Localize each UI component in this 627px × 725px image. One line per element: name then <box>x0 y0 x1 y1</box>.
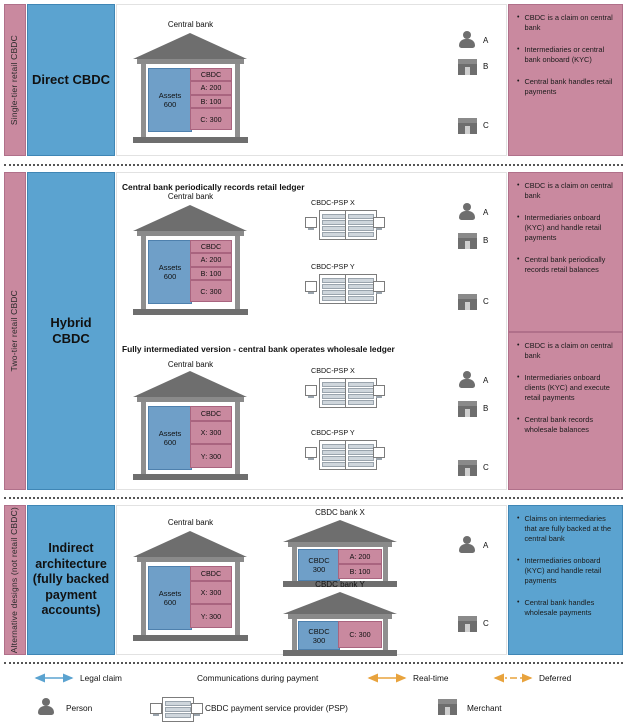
server-rack-icon <box>162 697 194 722</box>
assets-value: 600 <box>163 438 177 447</box>
central-bank-label: Central bank <box>167 360 214 369</box>
row-label-two-tier: Two-tier retail CBDC <box>4 172 26 490</box>
actor-label: C <box>483 463 489 472</box>
liab-row: C: 300 <box>190 280 232 302</box>
liab-header: CBDC <box>190 566 232 581</box>
psp-label: CBDC-PSP X <box>311 198 355 207</box>
assets-value: 300 <box>312 565 326 574</box>
psp-label: CBDC-PSP X <box>311 366 355 375</box>
liab-row: A: 200 <box>338 549 382 564</box>
psp-label: CBDC-PSP Y <box>311 262 355 271</box>
merchant-icon <box>458 233 477 249</box>
assets-box <box>148 68 192 132</box>
assets-label: CBDC <box>308 556 330 565</box>
central-bank-label: Central bank <box>167 20 214 29</box>
liab-row: C: 300 <box>338 621 382 648</box>
merchant-icon <box>458 294 477 310</box>
bullet-icon: • <box>517 45 520 53</box>
bullet-icon: • <box>517 182 520 189</box>
person-icon <box>459 203 475 221</box>
legend-label-communications: Communications during payment <box>197 673 319 683</box>
liabilities-box <box>338 549 382 579</box>
liab-header: CBDC <box>190 406 232 421</box>
bullet-icon: • <box>517 373 520 381</box>
liab-row: Y: 300 <box>190 604 232 628</box>
actor-label: A <box>483 208 489 217</box>
monitor-icon <box>305 447 317 458</box>
assets-label: Assets <box>158 589 182 598</box>
cbdc-bank-x <box>288 508 392 586</box>
liabilities-box <box>190 68 232 130</box>
notes-hybrid-a <box>508 172 623 332</box>
bullet-icon: • <box>517 77 520 85</box>
assets-value: 600 <box>163 272 177 281</box>
legend-label-person: Person <box>66 703 93 713</box>
cbdc-bank-label: CBDC bank X <box>315 508 365 517</box>
liab-row: B: 100 <box>338 564 382 579</box>
assets-box <box>148 566 192 630</box>
legend-divider <box>4 662 623 664</box>
psp-x-hybrid-a <box>305 198 387 244</box>
merchant-icon <box>458 118 477 134</box>
legend-label-psp: CBDC payment service provider (PSP) <box>205 703 348 713</box>
notes-indirect <box>508 505 623 655</box>
note-item: • Intermediaries onboard (KYC) and handle retail payments <box>517 212 602 242</box>
person-icon <box>459 31 475 49</box>
merchant-icon <box>458 59 477 75</box>
monitor-icon <box>373 281 385 292</box>
liab-row: A: 200 <box>190 81 232 94</box>
notes-hybrid-b <box>508 332 623 490</box>
note-item: • Intermediaries or central bank onboard (KYC) <box>517 44 605 64</box>
assets-box <box>148 406 192 470</box>
server-rack-icon <box>150 697 194 717</box>
person-icon <box>459 536 475 554</box>
actor-label: A <box>483 36 489 45</box>
section-divider <box>4 164 623 166</box>
row-label-single-tier: Single-tier retail CBDC <box>4 4 26 156</box>
monitor-icon <box>373 447 385 458</box>
assets-label: Assets <box>158 91 182 100</box>
assets-box <box>298 621 340 650</box>
bullet-icon: • <box>517 213 520 221</box>
monitor-icon <box>305 385 317 396</box>
monitor-icon <box>373 217 385 228</box>
central-bank-indirect <box>133 518 248 643</box>
subheading-hybrid-b: Fully intermediated version - central bank operates wholesale ledger <box>122 344 395 354</box>
section-title-indirect: Indirect architecture (fully backed payment accounts) <box>27 505 115 655</box>
monitor-icon <box>373 385 385 396</box>
note-item: • Claims on intermediaries that are fully backed at the central bank <box>517 514 612 543</box>
monitor-icon <box>191 703 203 714</box>
cbdc-bank-label: CBDC bank Y <box>315 580 365 589</box>
psp-y-hybrid-a <box>305 262 387 308</box>
actor-label: B <box>483 404 489 413</box>
bullet-icon: • <box>517 255 520 263</box>
note-item: • Central bank handles wholesale payments <box>517 597 595 617</box>
assets-box <box>298 549 340 581</box>
liabilities-box <box>190 406 232 468</box>
liab-row: X: 300 <box>190 581 232 605</box>
liabilities-box <box>190 240 232 302</box>
merchant-icon <box>458 460 477 476</box>
note-item: • Intermediaries onboard (KYC) and handle retail payments <box>517 555 602 585</box>
actor-label: C <box>483 619 489 628</box>
bullet-icon: • <box>517 415 520 423</box>
liab-header: CBDC <box>190 240 232 253</box>
liabilities-box <box>338 621 382 648</box>
merchant-icon <box>458 616 477 632</box>
row-label-alternative: Alternative designs (not retail CBDC) <box>4 505 26 655</box>
monitor-icon <box>150 703 162 714</box>
liab-header: CBDC <box>190 68 232 81</box>
section-title-direct-cbdc: Direct CBDC <box>27 4 115 156</box>
legend-label-real-time: Real-time <box>413 673 449 683</box>
bullet-icon: • <box>517 515 520 522</box>
note-item: • CBDC is a claim on central bank <box>517 341 613 360</box>
bullet-icon: • <box>517 14 520 21</box>
legend-label-legal-claim: Legal claim <box>80 673 122 683</box>
note-item: • Central bank handles retail payments <box>517 76 613 96</box>
liab-row: B: 100 <box>190 95 232 108</box>
actor-label: C <box>483 121 489 130</box>
note-item: • CBDC is a claim on central bank <box>517 13 613 32</box>
subheading-hybrid-a: Central bank periodically records retail ledger <box>122 182 305 192</box>
central-bank-label: Central bank <box>167 192 214 201</box>
legend-label-deferred: Deferred <box>539 673 572 683</box>
person-icon <box>459 371 475 389</box>
central-bank-label: Central bank <box>167 518 214 527</box>
merchant-icon <box>438 699 457 715</box>
section-divider <box>4 497 623 499</box>
assets-label: CBDC <box>308 626 330 636</box>
section-title-hybrid-cbdc: Hybrid CBDC <box>27 172 115 490</box>
liab-row: B: 100 <box>190 267 232 280</box>
note-item: • CBDC is a claim on central bank <box>517 181 613 200</box>
note-item: • Central bank periodically records retail balances <box>517 254 606 274</box>
notes-direct <box>508 4 623 156</box>
actor-label: B <box>483 236 489 245</box>
liab-row: A: 200 <box>190 253 232 266</box>
central-bank-direct <box>133 20 248 145</box>
liab-row: C: 300 <box>190 108 232 130</box>
actor-label: A <box>483 541 489 550</box>
central-bank-hybrid-b <box>133 360 248 482</box>
actor-label: B <box>483 62 489 71</box>
actor-label: A <box>483 376 489 385</box>
assets-label: Assets <box>158 263 182 272</box>
assets-value: 600 <box>163 100 177 109</box>
bullet-icon: • <box>517 598 520 606</box>
legend-label-merchant: Merchant <box>467 703 502 713</box>
psp-y-hybrid-b <box>305 428 387 474</box>
psp-x-hybrid-b <box>305 366 387 412</box>
monitor-icon <box>305 281 317 292</box>
psp-label: CBDC-PSP Y <box>311 428 355 437</box>
note-item: • Intermediaries onboard clients (KYC) and execute retail payments <box>517 372 610 402</box>
assets-value: 300 <box>312 635 326 645</box>
monitor-icon <box>305 217 317 228</box>
actor-label: C <box>483 297 489 306</box>
assets-label: Assets <box>158 429 182 438</box>
central-bank-hybrid-a <box>133 192 248 317</box>
person-icon <box>38 698 54 716</box>
merchant-icon <box>458 401 477 417</box>
liab-row: Y: 300 <box>190 444 232 468</box>
liab-row: X: 300 <box>190 421 232 445</box>
bullet-icon: • <box>517 556 520 564</box>
bullet-icon: • <box>517 342 520 349</box>
assets-value: 600 <box>163 598 177 607</box>
note-item: • Central bank records wholesale balances <box>517 414 594 434</box>
liabilities-box <box>190 566 232 628</box>
assets-box <box>148 240 192 304</box>
cbdc-bank-y <box>288 580 392 655</box>
